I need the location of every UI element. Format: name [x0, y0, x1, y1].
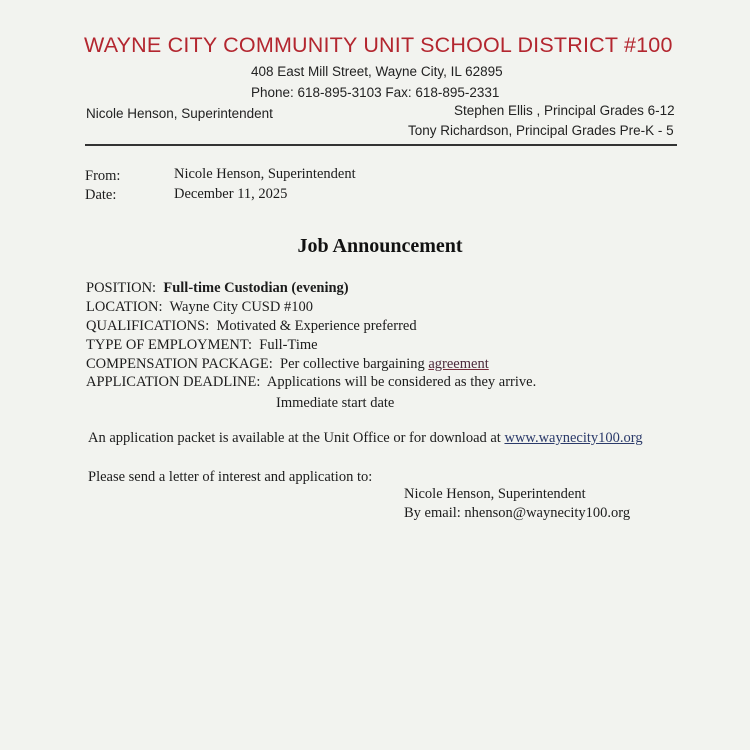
employment-type-label: TYPE OF EMPLOYMENT: — [86, 337, 253, 353]
packet-text: An application packet is available at the Unit Office or for download at — [88, 430, 501, 446]
letterhead-superintendent: Nicole Henson, Superintendent — [86, 106, 273, 121]
contact-name: Nicole Henson, Superintendent — [404, 486, 586, 502]
employment-type-line — [86, 337, 318, 354]
qualifications-value: Motivated & Experience preferred — [216, 318, 417, 334]
letterhead-divider — [85, 144, 677, 146]
location-value: Wayne City CUSD #100 — [169, 299, 313, 315]
qualifications-line — [86, 318, 417, 335]
district-name: WAYNE CITY COMMUNITY UNIT SCHOOL DISTRICT #100 — [84, 33, 673, 57]
from-label: From: — [85, 168, 121, 184]
position-line — [86, 280, 349, 297]
compensation-line — [86, 356, 489, 373]
send-instructions: Please send a letter of interest and application to: — [88, 469, 373, 485]
deadline-note: Immediate start date — [276, 395, 395, 411]
position-value: Full-time Custodian (evening) — [163, 280, 349, 296]
compensation-label: COMPENSATION PACKAGE: — [86, 356, 273, 372]
district-address: 408 East Mill Street, Wayne City, IL 62895 — [251, 64, 503, 79]
deadline-line — [86, 374, 536, 391]
from-value: Nicole Henson, Superintendent — [174, 166, 356, 182]
website-link[interactable]: www.waynecity100.org — [504, 430, 643, 446]
district-phone-fax: Phone: 618-895-3103 Fax: 618-895-2331 — [251, 85, 500, 100]
location-label: LOCATION: — [86, 299, 163, 315]
packet-info-line — [88, 430, 643, 447]
contact-email[interactable]: By email: nhenson@waynecity100.org — [404, 505, 631, 521]
deadline-label: APPLICATION DEADLINE: — [86, 374, 261, 390]
position-label: POSITION: — [86, 280, 157, 296]
employment-type-value: Full-Time — [259, 337, 318, 353]
location-line — [86, 299, 313, 316]
date-label: Date: — [85, 187, 117, 203]
agreement-link[interactable]: agreement — [428, 356, 489, 372]
letterhead-principal-6-12: Stephen Ellis , Principal Grades 6-12 — [454, 103, 675, 118]
compensation-value: Per collective bargaining — [280, 356, 425, 372]
qualifications-label: QUALIFICATIONS: — [86, 318, 210, 334]
letterhead-principal-prek-5: Tony Richardson, Principal Grades Pre-K - 5 — [408, 123, 674, 138]
date-value: December 11, 2025 — [174, 186, 288, 202]
deadline-value: Applications will be considered as they arrive. — [266, 374, 537, 390]
page-title: Job Announcement — [297, 235, 463, 257]
